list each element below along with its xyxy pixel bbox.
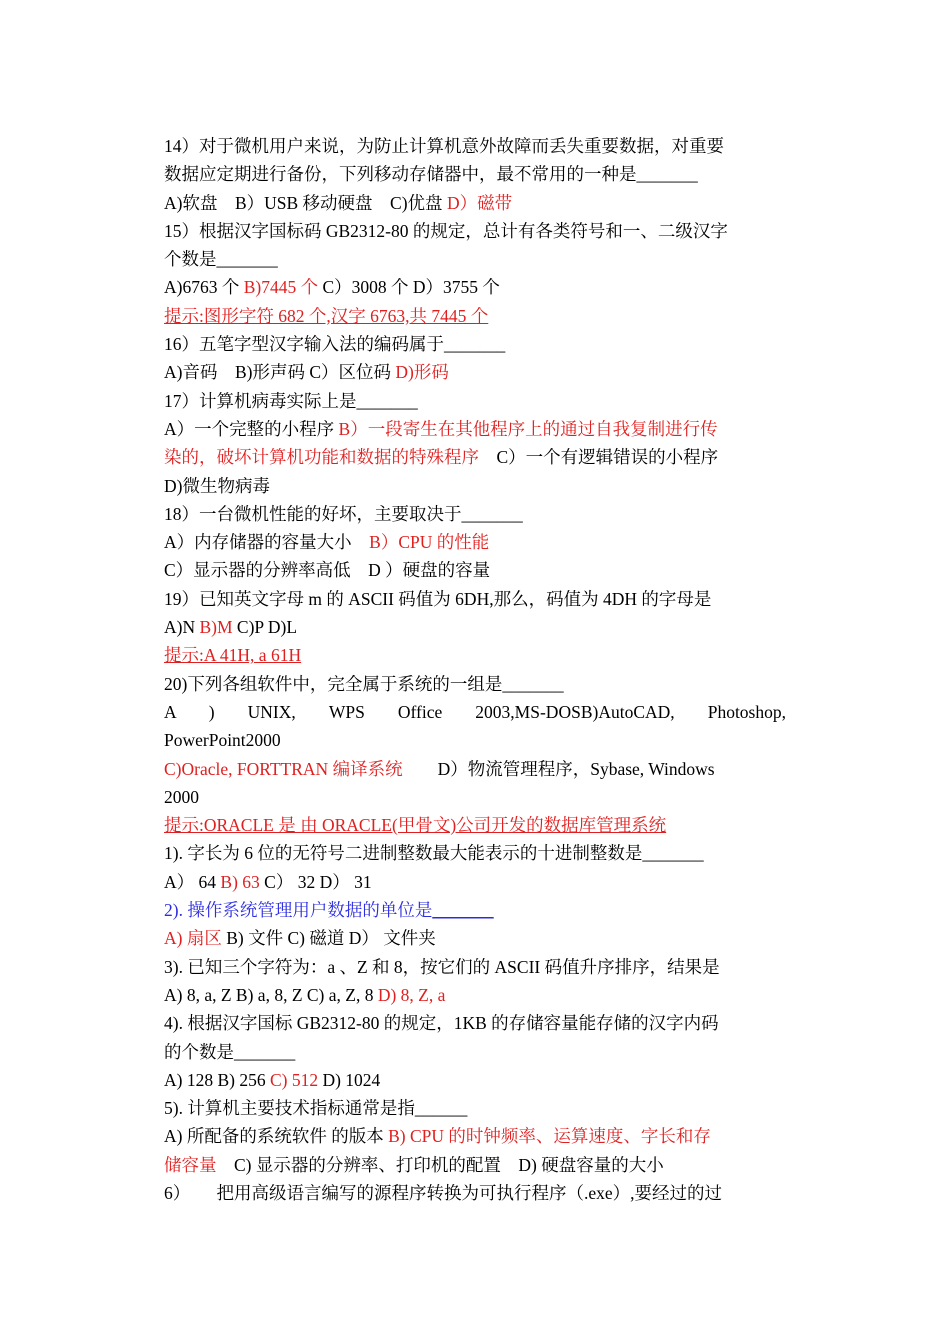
text-line <box>164 245 786 273</box>
text-line <box>164 358 786 386</box>
text-segment: B)M <box>199 617 233 638</box>
text-segment: 6） 把用高级语言编写的源程序转换为可执行程序（.exe）,要经过的过 <box>164 1182 723 1203</box>
text-segment: D) 8, Z, a <box>377 984 446 1005</box>
text-segment: C) 512 <box>269 1069 319 1090</box>
text-line <box>164 868 786 896</box>
text-line <box>164 1066 786 1094</box>
text-line <box>164 953 786 981</box>
text-line <box>164 1038 786 1066</box>
text-segment: 15）根据汉字国标码 GB2312-80 的规定，总计有各类符号和一、二级汉字 <box>164 220 728 241</box>
text-segment: C)Oracle, FORTTRAN 编译系统 <box>164 758 403 779</box>
text-line <box>164 500 786 528</box>
text-segment: A)音码 B)形声码 C）区位码 <box>164 362 396 383</box>
text-segment: 提示:A 41H, a 61H <box>164 645 302 666</box>
text-segment: 2). 操作系统管理用户数据的单位是 <box>164 900 433 921</box>
text-segment: B) 63 <box>220 871 260 892</box>
text-segment: C）一个有逻辑错误的小程序 <box>479 447 719 468</box>
text-line <box>164 217 786 245</box>
text-segment: 16）五笔字型汉字输入法的编码属于_______ <box>164 334 506 355</box>
text-line <box>164 811 786 839</box>
text-line <box>164 1094 786 1122</box>
text-segment: D) 1024 <box>318 1069 381 1090</box>
text-line <box>164 472 786 500</box>
text-segment: D）磁带 <box>446 192 513 213</box>
text-segment: A)软盘 B）USB 移动硬盘 C)优盘 <box>164 192 447 213</box>
text-line <box>164 613 786 641</box>
text-segment: D)微生物病毒 <box>164 475 270 496</box>
text-segment: PowerPoint2000 <box>164 730 281 751</box>
text-line <box>164 1122 786 1150</box>
text-segment: A) 8, a, Z B) a, 8, Z C) a, Z, 8 <box>164 984 378 1005</box>
text-line <box>164 189 786 217</box>
text-segment: _______ <box>432 900 494 921</box>
text-segment: A ) UNIX, WPS Office 2003,MS-DOSB)AutoCAD, Photoshop, <box>164 701 786 722</box>
text-segment: C) 显示器的分辨率、打印机的配置 D) 硬盘容量的大小 <box>216 1154 664 1175</box>
text-segment: A）一个完整的小程序 <box>164 418 339 439</box>
text-segment: 1). 字长为 6 位的无符号二进制整数最大能表示的十进制整数是_______ <box>164 843 704 864</box>
text-line <box>164 528 786 556</box>
text-line <box>164 1151 786 1179</box>
text-line <box>164 556 786 584</box>
text-line <box>164 924 786 952</box>
text-line <box>164 981 786 1009</box>
text-segment: 17）计算机病毒实际上是_______ <box>164 390 418 411</box>
text-line <box>164 896 786 924</box>
text-segment: 染的，破坏计算机功能和数据的特殊程序 <box>164 447 479 468</box>
text-segment: B)7445 个 <box>243 277 323 298</box>
document-page <box>164 132 786 1207</box>
text-segment: 14）对于微机用户来说，为防止计算机意外故障而丢失重要数据，对重要 <box>164 136 724 156</box>
text-segment: C）3008 个 D）3755 个 <box>322 277 500 298</box>
text-segment: A) 所配备的系统软件 的版本 <box>164 1126 389 1147</box>
text-segment: 20)下列各组软件中，完全属于系统的一组是_______ <box>164 673 564 694</box>
text-segment: B）CPU 的性能 <box>369 532 490 553</box>
text-line <box>164 160 786 188</box>
text-segment: D）物流管理程序，Sybase, Windows <box>402 758 715 779</box>
text-segment: B）一段寄生在其他程序上的通过自我复制进行传 <box>338 418 718 439</box>
text-segment: 4). 根据汉字国标 GB2312-80 的规定，1KB 的存储容量能存储的汉字内码 <box>164 1013 719 1034</box>
text-segment: 18）一台微机性能的好坏，主要取决于_______ <box>164 503 523 524</box>
text-segment: A) 128 B) 256 <box>164 1069 270 1090</box>
text-line <box>164 415 786 443</box>
text-segment: D)形码 <box>395 362 449 383</box>
text-segment: 数据应定期进行备份，下列移动存储器中，最不常用的一种是_______ <box>164 164 698 185</box>
text-line <box>164 755 786 783</box>
text-segment: A)N <box>164 617 200 638</box>
text-line <box>164 387 786 415</box>
text-line <box>164 443 786 471</box>
text-segment: 的个数是_______ <box>164 1041 296 1062</box>
text-line <box>164 302 786 330</box>
text-line <box>164 698 786 726</box>
text-segment: C） 32 D） 31 <box>259 871 372 892</box>
text-line <box>164 585 786 613</box>
text-line <box>164 839 786 867</box>
text-segment: A）内存储器的容量大小 <box>164 532 370 553</box>
text-segment: B) 文件 C) 磁道 D） 文件夹 <box>221 928 436 949</box>
text-segment: A)6763 个 <box>164 277 244 298</box>
text-line <box>164 783 786 811</box>
text-segment: 提示:图形字符 682 个,汉字 6763,共 7445 个 <box>164 305 489 326</box>
text-line <box>164 1009 786 1037</box>
text-segment: 5). 计算机主要技术指标通常是指______ <box>164 1098 468 1119</box>
text-segment: A) 扇区 <box>164 928 222 949</box>
text-line <box>164 641 786 669</box>
text-segment: C）显示器的分辨率高低 D ）硬盘的容量 <box>164 560 491 581</box>
text-line <box>164 330 786 358</box>
text-segment: A） 64 <box>164 871 221 892</box>
text-line <box>164 1179 786 1207</box>
text-segment: 提示:ORACLE 是 由 ORACLE(甲骨文)公司开发的数据库管理系统 <box>164 815 667 836</box>
text-line <box>164 726 786 754</box>
text-line <box>164 273 786 301</box>
text-line <box>164 670 786 698</box>
text-line <box>164 132 786 160</box>
text-segment: 储容量 <box>164 1154 217 1175</box>
text-segment: 个数是_______ <box>164 249 278 270</box>
text-segment: 3). 已知三个字符为：a 、Z 和 8，按它们的 ASCII 码值升序排序，结果是 <box>164 956 720 977</box>
text-segment: C)P D)L <box>232 617 298 638</box>
text-segment: B) CPU 的时钟频率、运算速度、字长和存 <box>388 1126 711 1147</box>
text-segment: 19）已知英文字母 m 的 ASCII 码值为 6DH,那么，码值为 4DH 的字母是 <box>164 588 712 609</box>
text-segment: 2000 <box>164 786 199 807</box>
